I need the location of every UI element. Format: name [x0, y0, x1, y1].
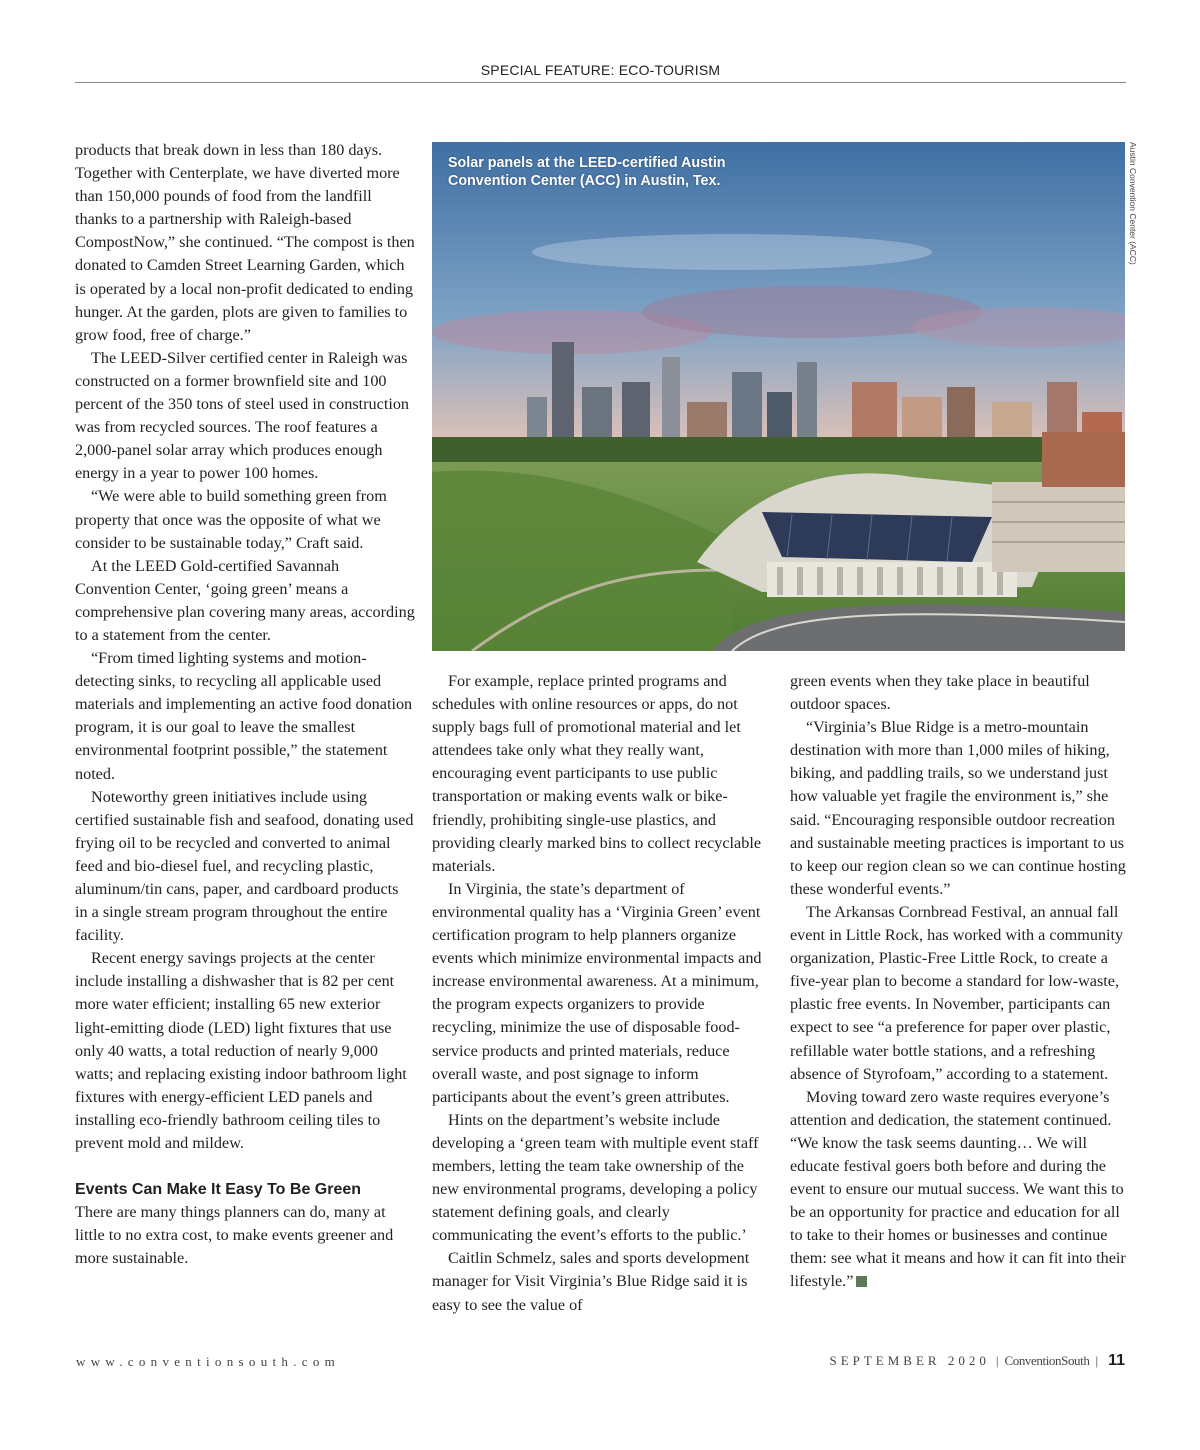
section-header: SPECIAL FEATURE: ECO-TOURISM — [480, 62, 721, 78]
paragraph: In Virginia, the state’s department of environmental quality has a ‘Virginia Green’ event certification program to help planners organize events which minimize environmental impacts and increase environmental awareness. At a minimum, the program expects organizers to provide recycling, minimize the use of disposable food-service products and printed materials, reduce overall waste, and post signage to inform participants about the event’s green attributes. — [432, 879, 762, 1106]
paragraph: “Virginia’s Blue Ridge is a metro-mountain destination with more than 1,000 miles of hiking, biking, and paddling trails, so we understand just how valuable yet fragile the environment is,” she said. “Encouraging responsible outdoor recreation and sustainable meeting practices is important to us to keep our region clean so we can continue hosting these wonderful events.” — [790, 718, 1126, 898]
photo-caption: Solar panels at the LEED-certified Austin Convention Center (ACC) in Austin, Tex. — [448, 155, 726, 189]
convention-center-photo — [432, 142, 1125, 651]
paragraph: “We were able to build something green from property that once was the opposite of what we consider to be sustainable today,” Craft said. — [75, 487, 387, 552]
footer-issue-info — [829, 1352, 1125, 1370]
article-column-3 — [790, 670, 1130, 1294]
paragraph: “From timed lighting systems and motion-detecting sinks, to recycling all applicable used materials and implementing an active food donation program, it is our goal to leave the smallest environmental footprint possible,” the statement noted. — [75, 649, 413, 783]
paragraph: Caitlin Schmelz, sales and sports development manager for Visit Virginia’s Blue Ridge said it is easy to see the value of — [432, 1249, 750, 1314]
paragraph: There are many things planners can do, many at little to no extra cost, to make events greener and more sustainable. — [75, 1203, 394, 1268]
paragraph: Noteworthy green initiatives include using certified sustainable fish and seafood, donating used frying oil to be recycled and converted to animal feed and bio-diesel fuel, and recycling plastic, aluminum/tin cans, paper, and cardboard products in a single stream program throughout the entire facility. — [75, 787, 414, 945]
paragraph: products that break down in less than 180 days. Together with Centerplate, we have diverted more than 150,000 pounds of food from the landfill thanks to a partnership with Raleigh-based CompostNow,” she continued. “The compost is then donated to Camden Street Learning Garden, which is operated by a local non-profit dedicated to ending hunger. At the garden, plots are given to families to grow food, free of charge.” — [75, 141, 415, 344]
paragraph: At the LEED Gold-certified Savannah Convention Center, ‘going green’ means a comprehensive plan covering many areas, according to a statement from the center. — [75, 556, 415, 644]
paragraph: Recent energy savings projects at the center include installing a dishwasher that is 82 per cent more water efficient; installing 65 new exterior light-emitting diode (LED) light fixtures that use only 40 watts, a total reduction of nearly 9,000 watts; and replacing existing indoor bathroom light fixtures with energy-efficient LED panels and installing eco-friendly bathroom ceiling tiles to prevent mold and mildew. — [75, 949, 407, 1153]
photo-credit-text: Austin Convention Center (ACC) — [1128, 142, 1138, 265]
paragraph: The Arkansas Cornbread Festival, an annual fall event in Little Rock, has worked with a community organization, Plastic-Free Little Rock, to create a five-year plan to become a standard for low-waste, plastic free events. In November, participants can expect to see “a preference for paper over plastic, refillable water bottle stations, and a refreshing absence of Styrofoam,” according to a statement. — [790, 902, 1124, 1083]
photo-credit — [1126, 142, 1140, 402]
footer-brand: ConventionSouth — [1004, 1353, 1090, 1368]
paragraph — [790, 1086, 1130, 1294]
article-column-1 — [75, 139, 415, 1271]
footer-website: www.conventionsouth.com — [76, 1354, 341, 1369]
article-column-2 — [432, 670, 772, 1317]
paragraph: Hints on the department’s website include developing a ‘green team with multiple event staff members, letting the team take ownership of the new environmental programs, developing a policy statement defining goals, and clearly communicating the event’s efforts to the public.’ — [432, 1110, 759, 1245]
footer-separator: | — [1095, 1353, 1099, 1368]
page-number: 11 — [1108, 1352, 1125, 1369]
footer-issue-date: SEPTEMBER 2020 — [829, 1353, 990, 1368]
footer-separator: | — [995, 1353, 999, 1368]
paragraph: The LEED-Silver certified center in Raleigh was constructed on a former brownfield site and 100 percent of the 350 tons of steel used in construction was from recycled sources. The roof features a 2,000-panel solar array which produces enough energy in a year to power 100 homes. — [75, 348, 410, 483]
paragraph: green events when they take place in beautiful outdoor spaces. — [790, 672, 1090, 714]
section-subheading: Events Can Make It Easy To Be Green — [75, 1181, 362, 1199]
end-of-article-icon — [856, 1276, 867, 1287]
photo-illustration — [432, 142, 1125, 651]
paragraph: For example, replace printed programs and schedules with online resources or apps, do not supply bags full of promotional material and let attendees take only what they really want, encouraging event participants to use public transportation or making events walk or bike-friendly, prohibiting single-use plastics, and providing clearly marked bins to collect recyclable materials. — [432, 672, 762, 875]
paragraph-text: Moving toward zero waste requires everyone’s attention and dedication, the statement continued. “We know the task seems daunting… We will educate festival goers both before and during the event to ensure our mutual success. We want this to be an opportunity for practice and education for all to take to their homes or businesses and continue them: see what it means and how it can fit into their lifestyle.” — [790, 1087, 1126, 1291]
header-rule — [75, 82, 1126, 83]
